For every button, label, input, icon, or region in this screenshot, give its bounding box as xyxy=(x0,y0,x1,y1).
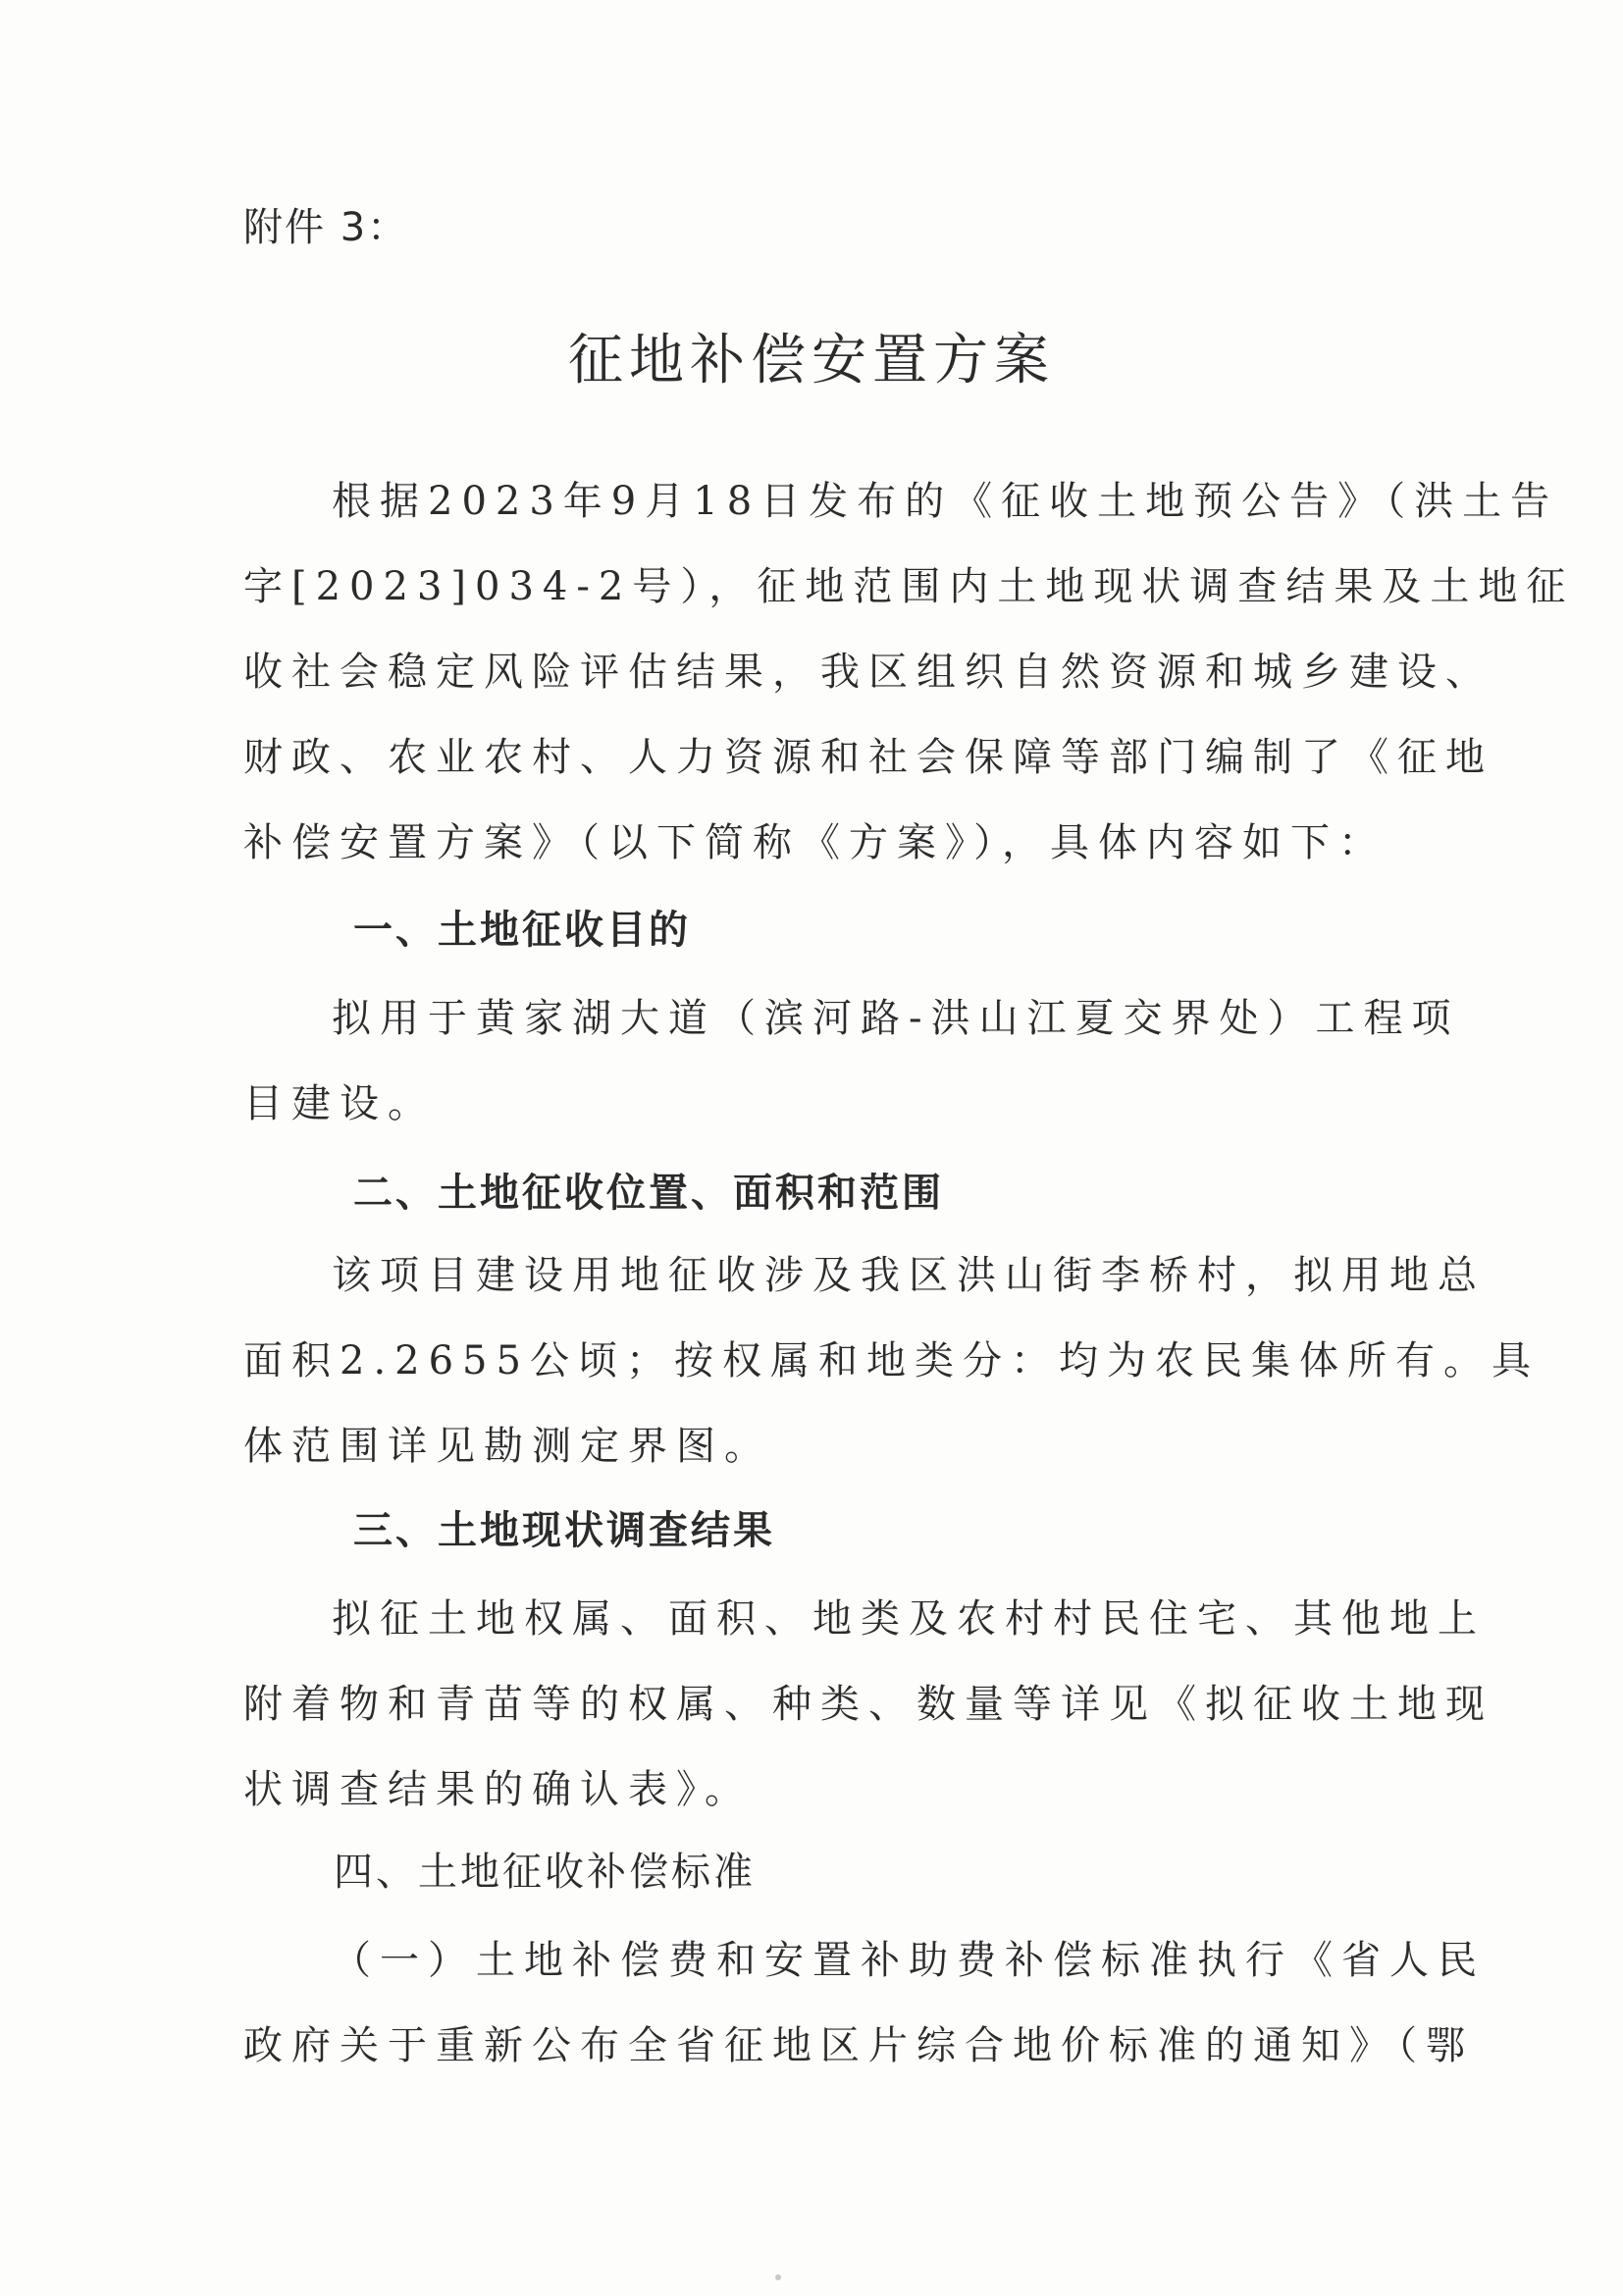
intro-line: 字[2023]034-2号），征地范围内土地现状调查结果及土地征 xyxy=(243,564,1575,609)
body-line: 拟征土地权属、面积、地类及农村村民住宅、其他地上 xyxy=(332,1596,1486,1642)
section-body-location xyxy=(243,1233,1540,1489)
intro-line: 补偿安置方案》（以下简称《方案》），具体内容如下： xyxy=(243,820,1387,865)
body-line: 目建设。 xyxy=(243,1081,436,1126)
intro-line: 收社会稳定风险评估结果，我区组织自然资源和城乡建设、 xyxy=(243,650,1493,695)
intro-line: 财政、农业农村、人力资源和社会保障等部门编制了《征地 xyxy=(243,735,1493,780)
section-body-standard xyxy=(243,1918,1486,2089)
section-body-survey xyxy=(243,1577,1493,1833)
section-heading-purpose: 一、土地征收目的 xyxy=(353,908,691,953)
section-heading-location: 二、土地征收位置、面积和范围 xyxy=(353,1171,944,1216)
document-title: 征地补偿安置方案 xyxy=(568,329,1055,392)
scan-speck xyxy=(775,2274,781,2280)
section-heading-survey: 三、土地现状调查结果 xyxy=(353,1508,775,1553)
body-line: 面积2.2655公顷；按权属和地类分：均为农民集体所有。具 xyxy=(243,1338,1540,1383)
body-line: 体范围详见勘测定界图。 xyxy=(243,1424,772,1469)
body-line: （一）土地补偿费和安置补助费补偿标准执行《省人民 xyxy=(332,1938,1486,1983)
intro-line: 根据2023年9月18日发布的《征收土地预公告》（洪土告 xyxy=(332,479,1559,524)
attachment-label: 附件 3： xyxy=(243,205,409,250)
body-line: 附着物和青苗等的权属、种类、数量等详见《拟征收土地现 xyxy=(243,1682,1493,1727)
body-line: 状调查结果的确认表》。 xyxy=(243,1767,753,1812)
intro-paragraph xyxy=(243,459,1575,886)
body-line: 该项目建设用地征收涉及我区洪山街李桥村，拟用地总 xyxy=(332,1253,1486,1298)
section-body-purpose xyxy=(243,976,1460,1147)
body-line: 拟用于黄家湖大道（滨河路-洪山江夏交界处）工程项 xyxy=(332,996,1460,1041)
section-heading-standard: 四、土地征收补偿标准 xyxy=(334,1850,756,1895)
body-line: 政府关于重新公布全省征地区片综合地价标准的通知》（鄂 xyxy=(243,2023,1474,2068)
